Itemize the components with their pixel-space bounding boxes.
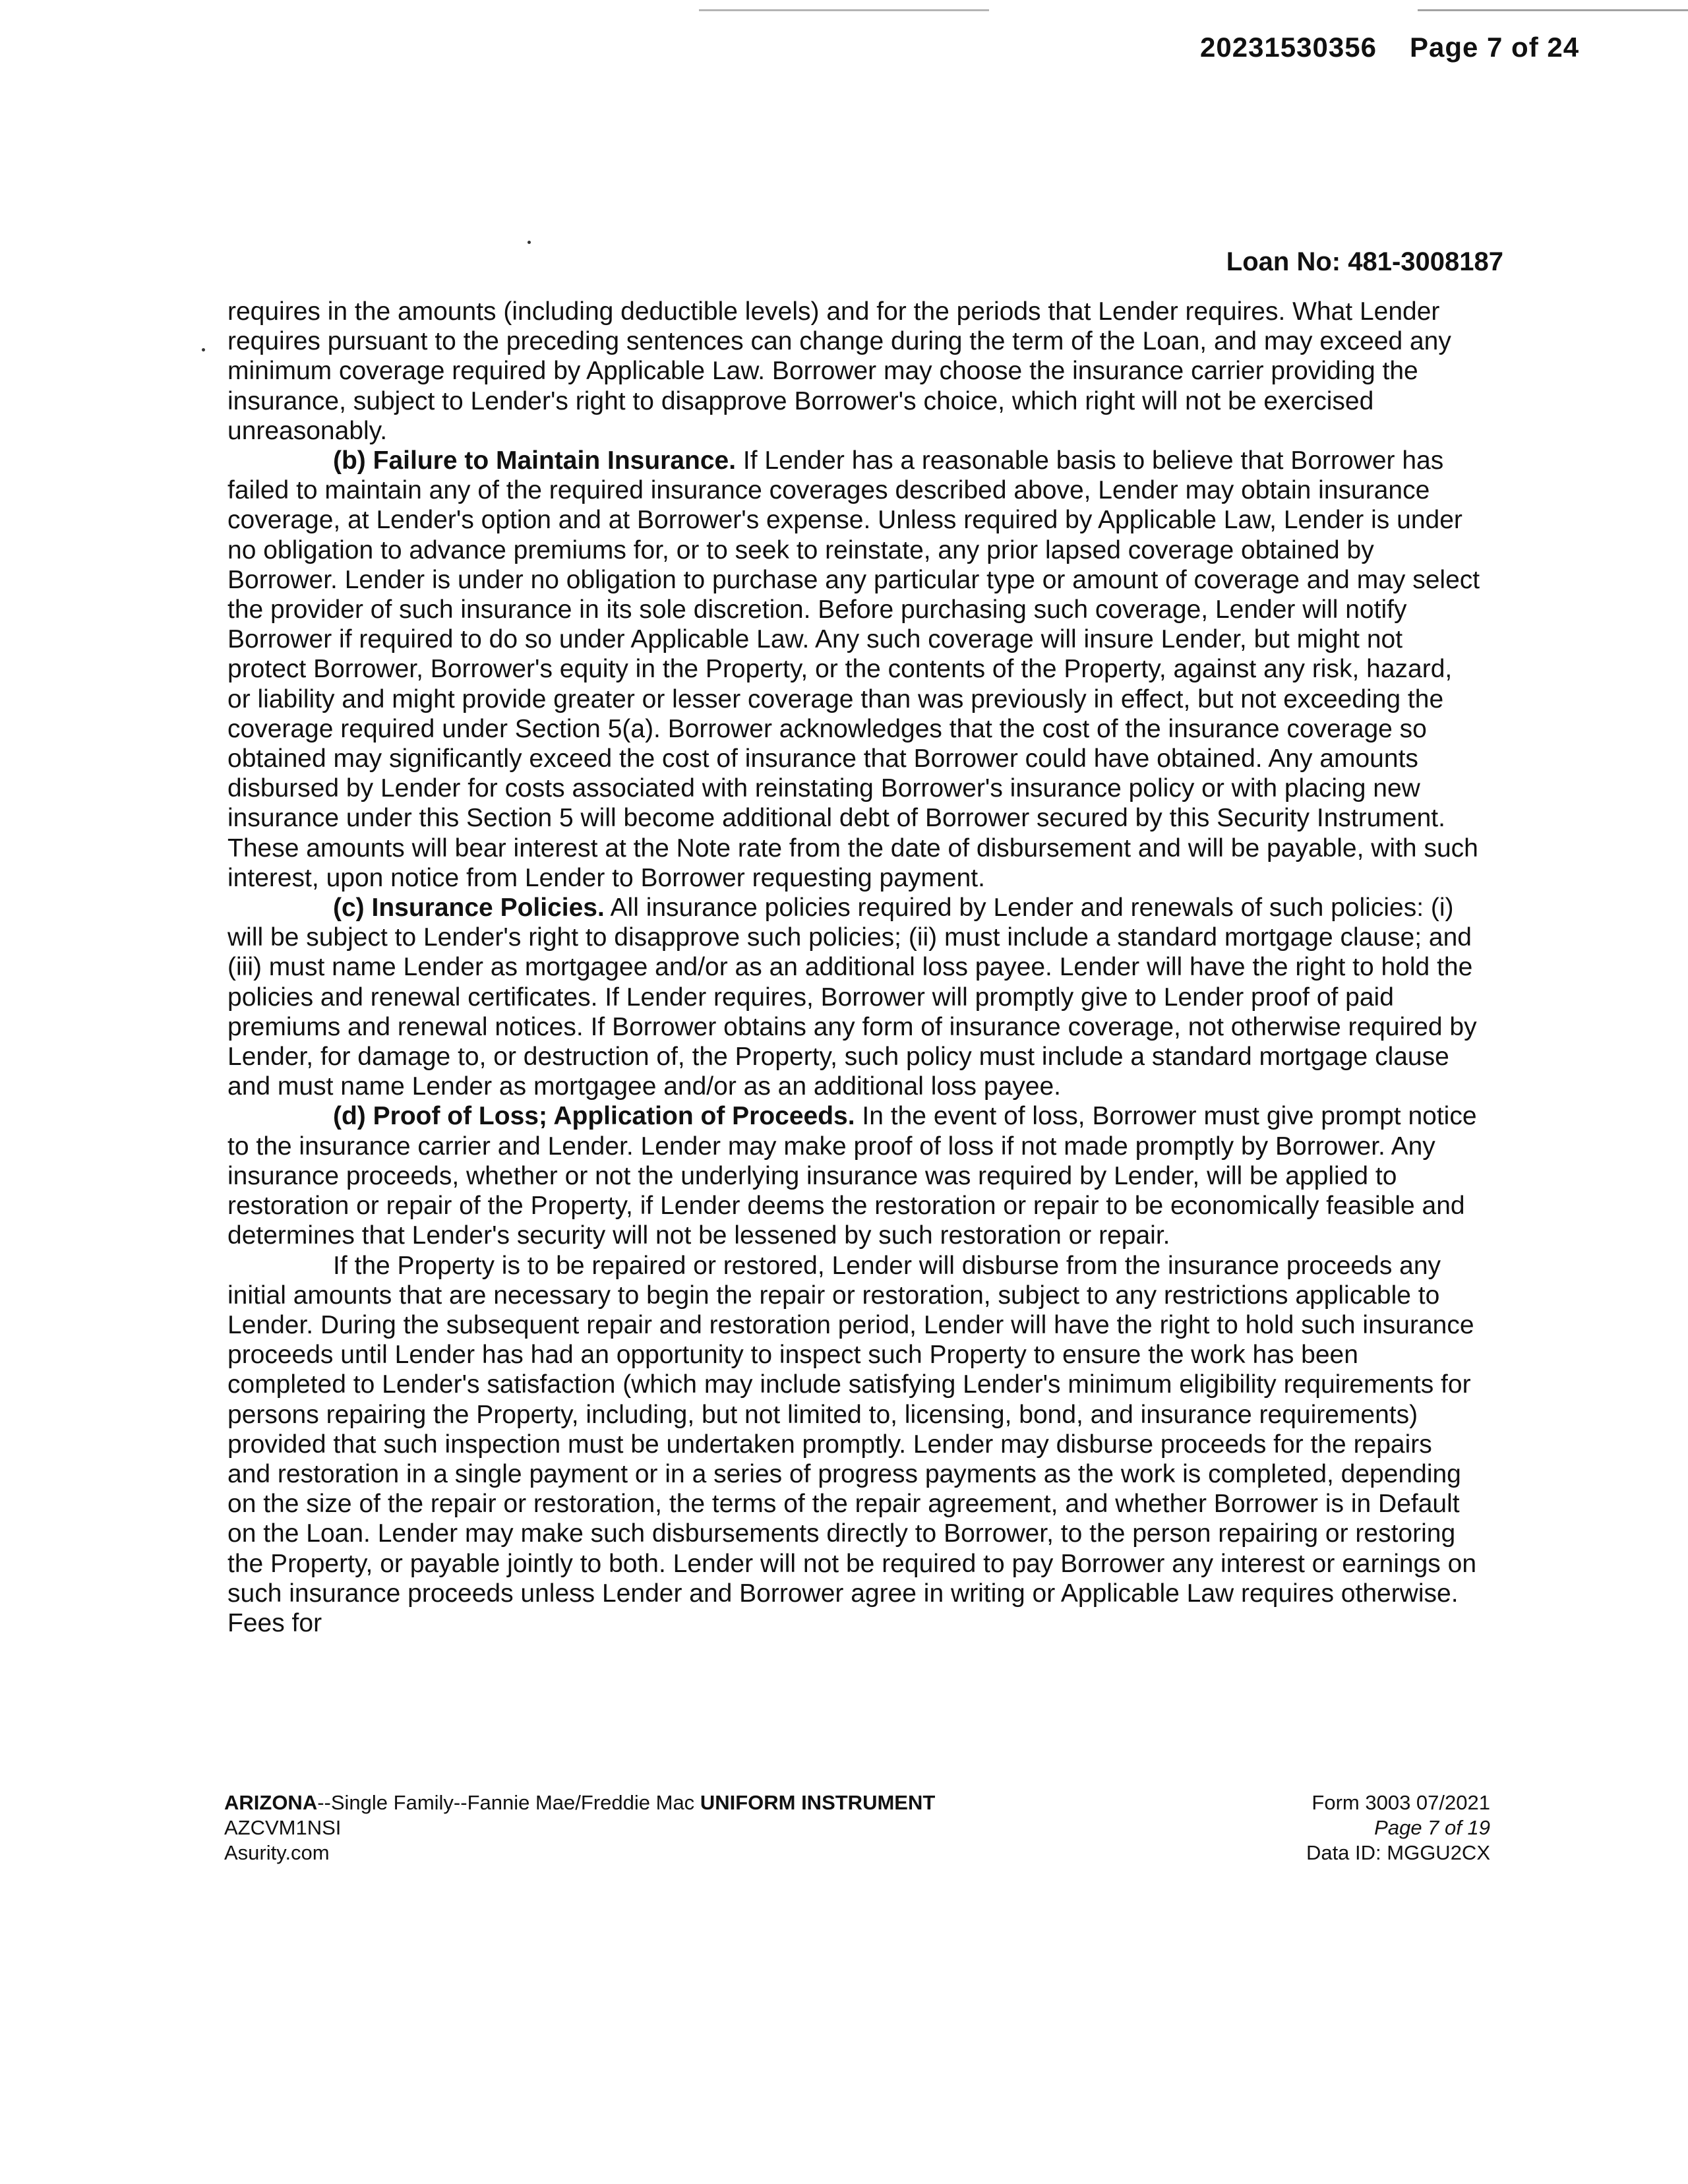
recording-page-label: Page 7 of 24 (1409, 32, 1580, 63)
loan-number: Loan No: 481-3008187 (1226, 247, 1503, 276)
footer-doc-code: AZCVM1NSI (224, 1816, 342, 1839)
section-b-text: If Lender has a reasonable basis to believe that Borrower has failed to maintain any of the required insurance coverages described above, Lender may obtain insurance coverage, at Lender's option and at Borrower's expense. Unless required by Applicable Law, Lender is under no obligation to advance premiums for, or to seek to reinstate, any prior lapsed coverage obtained by Borrower. Lender is under no obligation to purchase any particular type or amount of coverage and may select the provider of such insurance in its sole discretion. Before purchasing such coverage, Lender will notify Borrower if required to do so under Applicable Law. Any such coverage will insure Lender, but might not protect Borrower, Borrower's equity in the Property, or the contents of the Property, against any risk, hazard, or liability and might provide greater or lesser coverage than was previously in effect, but not exceeding the coverage required under Section 5(a). Borrower acknowledges that the cost of the insurance coverage so obtained may significantly exceed the cost of insurance that Borrower could have obtained. Any amounts disbursed by Lender for costs associated with reinstating Borrower's insurance policy or with placing new insurance under this Section 5 will become additional debt of Borrower secured by this Security Instrument. These amounts will bear interest at the Note rate from the date of disbursement and will be payable, with such interest, upon notice from Lender to Borrower requesting payment. (227, 446, 1480, 892)
footer-data-id: Data ID: MGGU2CX (1306, 1841, 1490, 1864)
paragraph-repair-disbursement: If the Property is to be repaired or restored, Lender will disburse from the insurance proceeds any initial amounts that are necessary to begin the repair or restoration, subject to any restrictions applicable to Lender. During the subsequent repair and restoration period, Lender will have the right to hold such insurance proceeds until Lender has had an opportunity to inspect such Property to ensure the work has been completed to Lender's satisfaction (which may include satisfying Lender's minimum eligibility requirements for persons repairing the Property, including, but not limited to, licensing, bond, and insurance requirements) provided that such inspection must be undertaken promptly. Lender may disburse proceeds for the repairs and restoration in a single payment or in a series of progress payments as the work is completed, depending on the size of the repair or restoration, the terms of the repair agreement, and whether Borrower is in Default on the Loan. Lender may make such disbursements directly to Borrower, to the person repairing or restoring the Property, or payable jointly to both. Lender will not be required to pay Borrower any interest or earnings on such insurance proceeds unless Lender and Borrower agree in writing or Applicable Law requires otherwise. Fees for (227, 1251, 1477, 1637)
section-b (227, 446, 1480, 893)
scan-speck (528, 241, 531, 244)
footer-family-type: --Single Family-- (317, 1791, 467, 1814)
section-c-heading: (c) Insurance Policies. (333, 894, 605, 923)
scan-artifact-top (0, 0, 1688, 20)
footer-state: ARIZONA (224, 1791, 318, 1814)
section-c (227, 893, 1480, 1101)
footer-site: Asurity.com (224, 1841, 330, 1864)
footer-instrument: UNIFORM INSTRUMENT (700, 1791, 936, 1814)
footer-left (224, 1790, 1081, 1866)
footer-right (1220, 1790, 1490, 1866)
recording-header (1200, 32, 1596, 63)
document-body (227, 297, 1480, 1638)
section-d-heading: (d) Proof of Loss; Application of Proceeds. (333, 1102, 855, 1131)
footer-issuers: Fannie Mae/Freddie Mac (467, 1791, 695, 1814)
recording-number: 20231530356 (1200, 32, 1377, 63)
section-d (227, 1101, 1480, 1250)
paragraph-continued: requires in the amounts (including deductible levels) and for the periods that Lender requires. What Lender requires pursuant to the preceding sentences can change during the term of the Loan, and may exceed any minimum coverage required by Applicable Law. Borrower may choose the insurance carrier providing the insurance, subject to Lender's right to disapprove Borrower's choice, which right will not be exercised unreasonably. (227, 297, 1451, 445)
scan-speck (202, 348, 205, 351)
footer-page: Page 7 of 19 (1374, 1816, 1490, 1839)
section-d-text: In the event of loss, Borrower must give prompt notice to the insurance carrier and Lender. Lender may make proof of loss if not made promptly by Borrower. Any insurance proceeds, whether or not the underlying insurance was required by Lender, will be applied to restoration or repair of the Property, if Lender deems the restoration or repair to be economically feasible and determines that Lender's security will not be lessened by such restoration or repair. (227, 1102, 1477, 1250)
footer-form: Form 3003 07/2021 (1311, 1791, 1490, 1814)
section-c-text: All insurance policies required by Lender and renewals of such policies: (i) will be subject to Lender's right to disapprove such policies; (ii) must include a standard mortgage clause; and (iii) must name Lender as mortgagee and/or as an additional loss payee. Lender will have the right to hold the policies and renewal certificates. If Lender requires, Borrower will promptly give to Lender proof of paid premiums and renewal notices. If Borrower obtains any form of insurance coverage, not otherwise required by Lender, for damage to, or destruction of, the Property, such policy must include a standard mortgage clause and must name Lender as mortgagee and/or as an additional loss payee. (227, 894, 1477, 1101)
section-b-heading: (b) Failure to Maintain Insurance. (333, 446, 737, 475)
footer-instrument-line (224, 1790, 1081, 1815)
